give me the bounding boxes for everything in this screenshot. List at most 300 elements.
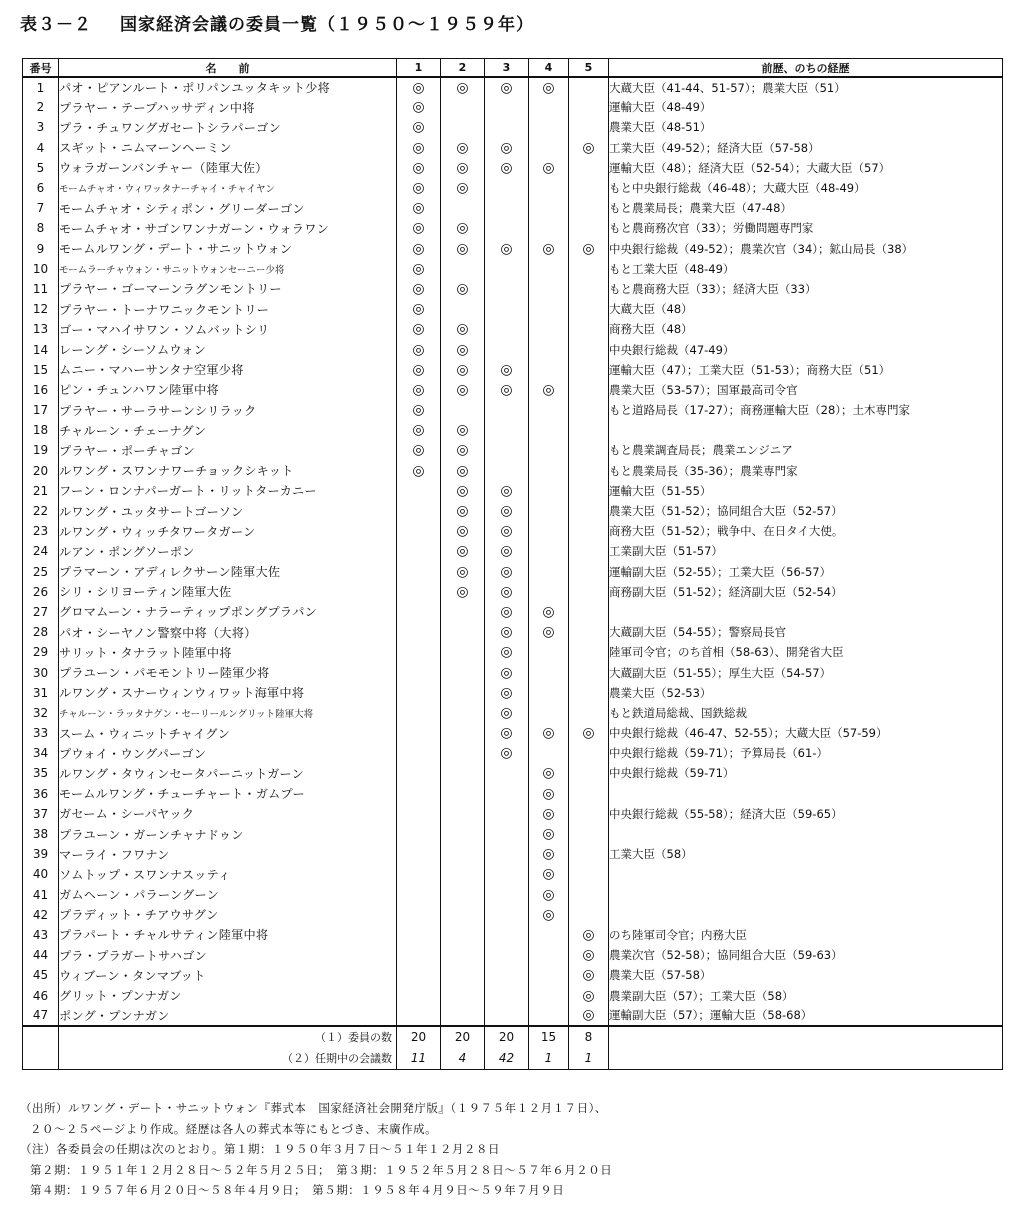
period-2-cell (441, 804, 485, 824)
member-name: グロマムーン・ナラーティップポングプラパン (59, 602, 397, 622)
period-2-cell (441, 138, 485, 158)
career-text: 大蔵副大臣（51-55）；厚生大臣（54-57） (609, 662, 1003, 682)
period-1-cell (397, 743, 441, 763)
period-4-cell (529, 380, 569, 400)
period-4-cell (529, 945, 569, 965)
membership-mark-icon: ◎ (500, 482, 513, 499)
period-1-cell (397, 602, 441, 622)
membership-mark-icon: ◎ (582, 967, 595, 984)
period-5-cell (569, 420, 609, 440)
career-text: 農業大臣（52-53） (609, 683, 1003, 703)
member-name: ウィブーン・タンマブット (59, 965, 397, 985)
table-row (23, 804, 1003, 824)
period-1-cell (397, 339, 441, 359)
membership-mark-icon: ◎ (500, 240, 513, 257)
period-2-cell (441, 723, 485, 743)
career-text: 中央銀行総裁（49-52）；農業次官（34）；鉱山局長（38） (609, 239, 1003, 259)
period-3-cell (485, 218, 529, 238)
row-number: 44 (23, 945, 59, 965)
period-3-cell (485, 158, 529, 178)
row-number: 3 (23, 117, 59, 137)
member-name: スギット・ニムマーンヘーミン (59, 138, 397, 158)
table-row (23, 562, 1003, 582)
membership-mark-icon: ◎ (542, 159, 555, 176)
membership-mark-icon: ◎ (500, 624, 513, 641)
row-number: 13 (23, 319, 59, 339)
period-1-cell (397, 259, 441, 279)
period-3-cell (485, 965, 529, 985)
period-2-cell (441, 965, 485, 985)
period-1-cell (397, 925, 441, 945)
table-row (23, 925, 1003, 945)
membership-mark-icon: ◎ (412, 139, 425, 156)
period-5-cell (569, 541, 609, 561)
meetings-count-row (23, 1048, 1003, 1070)
member-name: チャルーン・ラッタナグン・セーリールングリット陸軍大将 (59, 703, 397, 723)
membership-mark-icon: ◎ (456, 341, 469, 358)
membership-mark-icon: ◎ (542, 725, 555, 742)
membership-mark-icon: ◎ (456, 563, 469, 580)
period-2-cell (441, 562, 485, 582)
period-4-cell (529, 440, 569, 460)
period-5-cell (569, 279, 609, 299)
period-5-cell (569, 703, 609, 723)
period-1-cell (397, 117, 441, 137)
table-row (23, 138, 1003, 158)
career-text: 陸軍司令官；のち首相（58-63）、開発省大臣 (609, 642, 1003, 662)
period-5-cell (569, 683, 609, 703)
period-1-cell (397, 541, 441, 561)
period-3-cell (485, 339, 529, 359)
period-5-cell (569, 461, 609, 481)
table-row (23, 158, 1003, 178)
member-name: モームチャオ・サゴンワンナガーン・ウォラワン (59, 218, 397, 238)
membership-mark-icon: ◎ (456, 280, 469, 297)
table-row (23, 259, 1003, 279)
period-1-cell (397, 1006, 441, 1026)
period-4-cell (529, 259, 569, 279)
row-number: 38 (23, 824, 59, 844)
table-row (23, 985, 1003, 1005)
membership-mark-icon: ◎ (542, 785, 555, 802)
membership-mark-icon: ◎ (582, 987, 595, 1004)
period-4-cell (529, 582, 569, 602)
period-4-cell (529, 642, 569, 662)
row-number: 14 (23, 339, 59, 359)
period-5-cell (569, 743, 609, 763)
period-2-cell (441, 683, 485, 703)
membership-mark-icon: ◎ (542, 624, 555, 641)
period-5-cell (569, 380, 609, 400)
period-2-cell (441, 239, 485, 259)
member-name: ポング・プンナガン (59, 1006, 397, 1026)
period-3-cell (485, 824, 529, 844)
membership-mark-icon: ◎ (412, 240, 425, 257)
period-3-cell (485, 299, 529, 319)
row-number: 32 (23, 703, 59, 723)
period-3-cell (485, 763, 529, 783)
period-5-cell (569, 400, 609, 420)
career-text (609, 420, 1003, 440)
table-title (20, 10, 534, 35)
row-number: 1 (23, 77, 59, 97)
career-text: もと工業大臣（48-49） (609, 259, 1003, 279)
period-2-cell (441, 117, 485, 137)
membership-mark-icon: ◎ (542, 765, 555, 782)
member-name: ゴー・マハイサワン・ソムバットシリ (59, 319, 397, 339)
membership-mark-icon: ◎ (582, 725, 595, 742)
period-5-cell (569, 239, 609, 259)
period-1-cell (397, 138, 441, 158)
row-number: 47 (23, 1006, 59, 1026)
membership-mark-icon: ◎ (582, 1007, 595, 1024)
table-row (23, 582, 1003, 602)
row-number: 40 (23, 864, 59, 884)
table-row (23, 440, 1003, 460)
row-number: 39 (23, 844, 59, 864)
period-3-cell (485, 400, 529, 420)
membership-mark-icon: ◎ (412, 402, 425, 419)
table-row (23, 239, 1003, 259)
period-2-cell (441, 582, 485, 602)
table-row (23, 703, 1003, 723)
period-1-cell (397, 662, 441, 682)
period-3-cell (485, 562, 529, 582)
row-number: 7 (23, 198, 59, 218)
member-name: モームルワング・チューチャート・ガムプー (59, 784, 397, 804)
period-4-cell (529, 319, 569, 339)
period-2-cell (441, 77, 485, 97)
period-3-cell (485, 541, 529, 561)
row-number: 25 (23, 562, 59, 582)
period-5-cell (569, 905, 609, 925)
period-4-cell (529, 885, 569, 905)
period-2-cell (441, 521, 485, 541)
membership-mark-icon: ◎ (542, 906, 555, 923)
membership-mark-icon: ◎ (542, 866, 555, 883)
career-text: 運輸大臣（48）；経済大臣（52-54）；大蔵大臣（57） (609, 158, 1003, 178)
period-1-cell (397, 319, 441, 339)
period-1-cell (397, 622, 441, 642)
meetings-count-5: 1 (569, 1048, 609, 1070)
member-name: グリット・プンナガン (59, 985, 397, 1005)
period-2-cell (441, 461, 485, 481)
membership-mark-icon: ◎ (456, 381, 469, 398)
row-number: 29 (23, 642, 59, 662)
period-4-cell (529, 743, 569, 763)
table-caption: 国家経済会議の委員一覧（１９５０～１９５９年） (120, 15, 534, 35)
period-3-cell (485, 319, 529, 339)
period-2-cell (441, 945, 485, 965)
career-text: 農業副大臣（57）；工業大臣（58） (609, 985, 1003, 1005)
period-3-cell (485, 198, 529, 218)
meetings-count-3: 42 (485, 1048, 529, 1070)
period-1-cell (397, 945, 441, 965)
career-text: 商務大臣（48） (609, 319, 1003, 339)
career-text: もと農商務次官（33）；労働問題専門家 (609, 218, 1003, 238)
meetings-count-label: （２）任期中の会議数 (59, 1048, 397, 1070)
member-name: レーング・シーソムウォン (59, 339, 397, 359)
members-count-2: 20 (441, 1026, 485, 1048)
table-row (23, 642, 1003, 662)
member-name: ガセーム・シーパヤック (59, 804, 397, 824)
career-text: 大蔵大臣（48） (609, 299, 1003, 319)
membership-mark-icon: ◎ (412, 361, 425, 378)
period-5-cell (569, 885, 609, 905)
period-2-cell (441, 824, 485, 844)
period-1-cell (397, 965, 441, 985)
period-4-cell (529, 138, 569, 158)
period-1-cell (397, 885, 441, 905)
membership-mark-icon: ◎ (456, 543, 469, 560)
period-4-cell (529, 602, 569, 622)
member-name: チャルーン・チェーナグン (59, 420, 397, 440)
period-2-cell (441, 339, 485, 359)
period-4-cell (529, 1006, 569, 1026)
table-row (23, 117, 1003, 137)
row-number: 45 (23, 965, 59, 985)
membership-mark-icon: ◎ (412, 260, 425, 277)
membership-mark-icon: ◎ (542, 846, 555, 863)
row-number: 46 (23, 985, 59, 1005)
membership-mark-icon: ◎ (456, 583, 469, 600)
row-number: 12 (23, 299, 59, 319)
member-name: プラ・プラガートサハゴン (59, 945, 397, 965)
career-text: 農業大臣（53-57）；国軍最高司令官 (609, 380, 1003, 400)
table-row (23, 77, 1003, 97)
period-4-cell (529, 985, 569, 1005)
header-career: 前歴、のちの経歴 (609, 59, 1003, 78)
period-5-cell (569, 844, 609, 864)
period-5-cell (569, 622, 609, 642)
period-5-cell (569, 925, 609, 945)
period-2-cell (441, 905, 485, 925)
career-text: 農業次官（52-58）；協同組合大臣（59-63） (609, 945, 1003, 965)
table-row (23, 683, 1003, 703)
table-row (23, 622, 1003, 642)
period-5-cell (569, 299, 609, 319)
member-name: プラヤー・ポーチャゴン (59, 440, 397, 460)
header-period-1: 1 (397, 59, 441, 78)
period-3-cell (485, 985, 529, 1005)
table-row (23, 1006, 1003, 1026)
period-5-cell (569, 642, 609, 662)
period-5-cell (569, 1006, 609, 1026)
row-number: 37 (23, 804, 59, 824)
table-row (23, 521, 1003, 541)
period-4-cell (529, 400, 569, 420)
header-period-4: 4 (529, 59, 569, 78)
career-text: 農業大臣（57-58） (609, 965, 1003, 985)
period-2-cell (441, 259, 485, 279)
career-text: もと農業局長（35-36）；農業専門家 (609, 461, 1003, 481)
period-5-cell (569, 117, 609, 137)
period-2-cell (441, 985, 485, 1005)
meetings-count-4: 1 (529, 1048, 569, 1070)
table-row (23, 481, 1003, 501)
period-3-cell (485, 461, 529, 481)
period-2-cell (441, 925, 485, 945)
career-text: もと農業調査局長；農業エンジニア (609, 440, 1003, 460)
table-row (23, 360, 1003, 380)
period-2-cell (441, 864, 485, 884)
career-text: 運輸副大臣（57）；運輸大臣（58-68） (609, 1006, 1003, 1026)
header-period-2: 2 (441, 59, 485, 78)
members-count-1: 20 (397, 1026, 441, 1048)
membership-mark-icon: ◎ (456, 462, 469, 479)
members-count-row (23, 1026, 1003, 1048)
row-number: 30 (23, 662, 59, 682)
career-text (609, 864, 1003, 884)
table-row (23, 965, 1003, 985)
career-text (609, 905, 1003, 925)
membership-mark-icon: ◎ (582, 240, 595, 257)
period-4-cell (529, 97, 569, 117)
membership-mark-icon: ◎ (412, 220, 425, 237)
row-number: 11 (23, 279, 59, 299)
period-3-cell (485, 844, 529, 864)
period-4-cell (529, 844, 569, 864)
membership-mark-icon: ◎ (500, 503, 513, 520)
period-2-cell (441, 440, 485, 460)
member-name: モームチャオ・ウィワッタナーチャイ・チャイヤン (59, 178, 397, 198)
member-name: プラ・チュワングガセートシラパーゴン (59, 117, 397, 137)
period-4-cell (529, 521, 569, 541)
period-2-cell (441, 97, 485, 117)
membership-mark-icon: ◎ (500, 583, 513, 600)
row-number: 31 (23, 683, 59, 703)
period-3-cell (485, 521, 529, 541)
period-3-cell (485, 360, 529, 380)
membership-mark-icon: ◎ (456, 321, 469, 338)
row-number: 4 (23, 138, 59, 158)
period-5-cell (569, 864, 609, 884)
membership-mark-icon: ◎ (412, 119, 425, 136)
period-3-cell (485, 642, 529, 662)
membership-mark-icon: ◎ (500, 563, 513, 580)
period-1-cell (397, 198, 441, 218)
period-5-cell (569, 562, 609, 582)
table-row (23, 501, 1003, 521)
period-5-cell (569, 360, 609, 380)
period-3-cell (485, 279, 529, 299)
row-number: 34 (23, 743, 59, 763)
member-name: モームチャオ・シティポン・グリーダーゴン (59, 198, 397, 218)
membership-mark-icon: ◎ (582, 139, 595, 156)
period-3-cell (485, 885, 529, 905)
source-note-cont: ２０～２５ページより作成。経歴は各人の葬式本等にもとづき、末廣作成。 (30, 1121, 438, 1136)
period-1-cell (397, 239, 441, 259)
membership-mark-icon: ◎ (412, 99, 425, 116)
period-4-cell (529, 925, 569, 945)
period-3-cell (485, 380, 529, 400)
career-text: 大蔵大臣（41-44、51-57）；農業大臣（51） (609, 77, 1003, 97)
member-name: スーム・ウィニットチャイグン (59, 723, 397, 743)
table-row (23, 541, 1003, 561)
period-2-cell (441, 218, 485, 238)
members-count-3: 20 (485, 1026, 529, 1048)
period-5-cell (569, 945, 609, 965)
period-4-cell (529, 662, 569, 682)
table-row (23, 279, 1003, 299)
period-3-cell (485, 582, 529, 602)
row-number: 42 (23, 905, 59, 925)
table-row (23, 97, 1003, 117)
period-4-cell (529, 481, 569, 501)
period-2-cell (441, 481, 485, 501)
row-number: 5 (23, 158, 59, 178)
row-number: 18 (23, 420, 59, 440)
career-text (609, 885, 1003, 905)
period-2-cell (441, 420, 485, 440)
career-text: のち陸軍司令官；内務大臣 (609, 925, 1003, 945)
period-2-cell (441, 400, 485, 420)
table-row (23, 602, 1003, 622)
table-row (23, 218, 1003, 238)
membership-mark-icon: ◎ (412, 200, 425, 217)
career-text: もと道路局長（17-27）；商務運輸大臣（28）；土木専門家 (609, 400, 1003, 420)
table-row (23, 885, 1003, 905)
period-1-cell (397, 864, 441, 884)
period-3-cell (485, 723, 529, 743)
period-5-cell (569, 662, 609, 682)
period-3-cell (485, 178, 529, 198)
period-3-cell (485, 703, 529, 723)
membership-mark-icon: ◎ (500, 543, 513, 560)
membership-mark-icon: ◎ (412, 442, 425, 459)
period-4-cell (529, 299, 569, 319)
member-name: プラマーン・アディレクサーン陸軍大佐 (59, 562, 397, 582)
period-5-cell (569, 178, 609, 198)
period-1-cell (397, 97, 441, 117)
table-row (23, 743, 1003, 763)
membership-mark-icon: ◎ (500, 361, 513, 378)
period-4-cell (529, 117, 569, 137)
membership-mark-icon: ◎ (456, 503, 469, 520)
row-number: 23 (23, 521, 59, 541)
row-number: 36 (23, 784, 59, 804)
period-4-cell (529, 804, 569, 824)
member-name: ルワング・スワンナワーチョックシキット (59, 461, 397, 481)
period-1-cell (397, 218, 441, 238)
period-5-cell (569, 77, 609, 97)
period-3-cell (485, 117, 529, 137)
period-2-cell (441, 198, 485, 218)
period-1-cell (397, 985, 441, 1005)
member-name: ムニー・マハーサンタナ空軍少将 (59, 360, 397, 380)
period-4-cell (529, 77, 569, 97)
period-5-cell (569, 501, 609, 521)
period-3-cell (485, 420, 529, 440)
period-5-cell (569, 723, 609, 743)
period-2-cell (441, 844, 485, 864)
membership-mark-icon: ◎ (412, 301, 425, 318)
period-4-cell (529, 218, 569, 238)
period-4-cell (529, 824, 569, 844)
period-5-cell (569, 97, 609, 117)
period-4-cell (529, 622, 569, 642)
period-4-cell (529, 723, 569, 743)
row-number: 28 (23, 622, 59, 642)
period-4-cell (529, 239, 569, 259)
membership-mark-icon: ◎ (500, 139, 513, 156)
career-text: 農業大臣（48-51） (609, 117, 1003, 137)
member-name: シリ・シリヨーティン陸軍大佐 (59, 582, 397, 602)
period-1-cell (397, 844, 441, 864)
membership-mark-icon: ◎ (500, 603, 513, 620)
career-text: 中央銀行総裁（59-71）；予算局長（61-） (609, 743, 1003, 763)
period-5-cell (569, 339, 609, 359)
